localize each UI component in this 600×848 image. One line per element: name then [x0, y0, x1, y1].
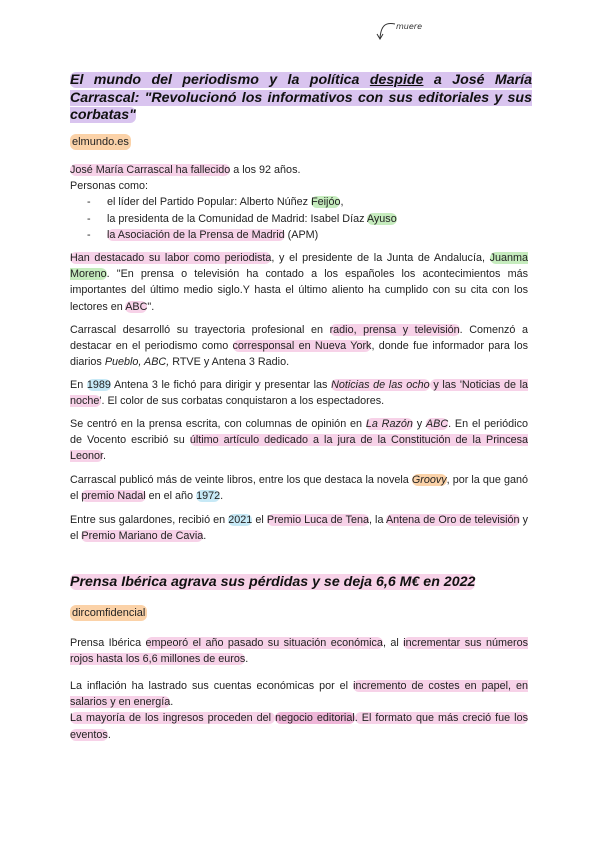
people-list	[70, 194, 528, 243]
article1-source: elmundo.es	[72, 136, 129, 148]
article2-source: dircomfidencial	[72, 607, 146, 619]
article1-paragraph-6: Carrascal publicó más de veinte libros, entre los que destaca la novela Groovy, por la que ganó el premio Nadal en el año 1972.	[70, 474, 528, 503]
list-item: - la presidenta de la Comunidad de Madrid: Isabel Díaz Ayuso	[70, 211, 528, 227]
article2-title: Prensa Ibérica agrava sus pérdidas y se deja 6,6 M€ en 2022	[70, 574, 476, 590]
list-item: - el líder del Partido Popular: Alberto Núñez Feijóo,	[70, 194, 528, 210]
list-item: - la Asociación de la Prensa de Madrid (APM)	[70, 227, 528, 243]
article2-paragraph-1: Prensa Ibérica empeoró el año pasado su situación económica, al incrementar sus números rojos hasta los 6,6 millones de euros.	[70, 637, 528, 666]
article1-paragraph-4: En 1989 Antena 3 le fichó para dirigir y presentar las Noticias de las ocho y las 'Noticias de la noche'. El color de sus corbatas conquistaron a los espectadores.	[70, 379, 529, 408]
handwritten-note: muere	[396, 22, 422, 31]
article1-paragraph-2: Han destacado su labor como periodista, y el presidente de la Junta de Andalucía, Juanma Moreno. "En prensa o televisión ha contado a los españoles los acontecimientos más importantes del último medio siglo.Y hasta el último aliento ha cumplido con su cita con los lectores en ABC".	[70, 252, 528, 313]
article2-paragraph-2: La inflación ha lastrado sus cuentas económicas por el incremento de costes en papel, en salarios y en energía. La mayoría de los ingresos proceden del negocio editorial. El formato que más creció fue los eventos.	[70, 680, 528, 741]
article1-intro: José María Carrascal ha fallecido a los 92 años. Personas como: - el líder del Partido Popular: Alberto Núñez Feijóo, - la presidenta de la Comunidad de Madrid: Isabel Díaz Ayuso - la Asociación de la Prensa de Madrid (APM)	[70, 162, 528, 243]
article1-paragraph-3: Carrascal desarrolló su trayectoria profesional en radio, prensa y televisión. Comenzó a destacar en el periodismo como corresponsal en Nueva York, donde fue informador para los diarios Pueblo, ABC, RTVE y Antena 3 Radio.	[70, 324, 528, 369]
title-verb: despide	[369, 72, 424, 88]
article1-title	[70, 72, 532, 125]
title-highlight: El mundo del periodismo y la política despide a José María Carrascal: "Revolucionó los informativos con sus editoriales y sus corbatas"	[70, 72, 532, 123]
article1-paragraph-7: Entre sus galardones, recibió en 2021 el Premio Luca de Tena, la Antena de Oro de televisión y el Premio Mariano de Cavia.	[70, 514, 529, 543]
article1-paragraph-5: Se centró en la prensa escrita, con columnas de opinión en La Razón y ABC. En el periódico de Vocento escribió su último artículo dedicado a la jura de la Constitución de la Princesa Leonor.	[70, 418, 528, 463]
